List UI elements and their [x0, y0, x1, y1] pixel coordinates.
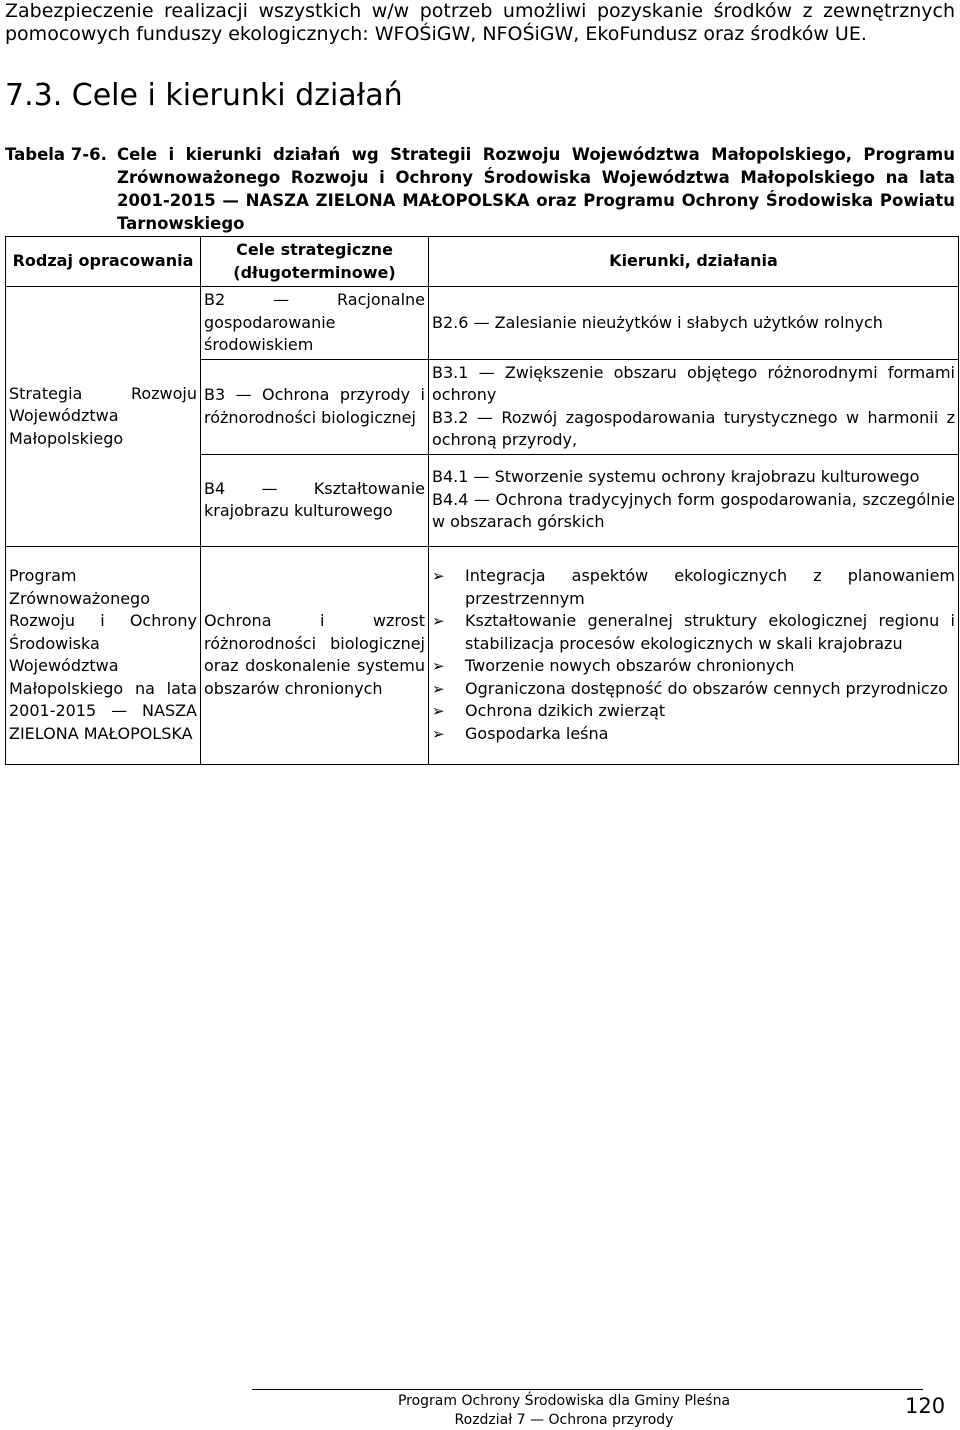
table-caption: [5, 143, 955, 235]
direction-item: B2.6 — Zalesianie nieużytków i słabych użytków rolnych: [432, 312, 883, 332]
direction-item: B3.2 — Rozwój zagospodarowania turystycznego w harmonii z ochroną przyrody,: [432, 407, 955, 449]
table-caption-label: Tabela 7-6.: [5, 145, 107, 164]
table-caption-text: Cele i kierunki działań wg Strategii Rozwoju Województwa Małopolskiego, Programu Zrównoważonego Rozwoju i Ochrony Środowiska Województwa Małopolskiego na lata 2001-2015 — NASZA ZIELONA MAŁOPOLSKA oraz Programu Ochrony Środowiska Powiatu Tarnowskiego: [117, 145, 955, 233]
goal-cell: B2 — Racjonalne gospodarowanie środowiskiem: [201, 287, 429, 360]
arrow-bullet-icon: ➢: [432, 724, 445, 743]
list-item-text: Integracja aspektów ekologicznych z planowaniem przestrzennym: [465, 566, 955, 608]
list-item-text: Ograniczona dostępność do obszarów cennych przyrodniczo: [465, 678, 948, 698]
goal-cell: B3 — Ochrona przyrody i różnorodności biologicznej: [201, 359, 429, 454]
section-title: 7.3. Cele i kierunki działań: [5, 78, 403, 113]
page-number: 120: [905, 1394, 946, 1418]
list-item-text: Gospodarka leśna: [465, 723, 609, 743]
table-row: [6, 546, 959, 764]
table-row: [6, 287, 959, 360]
footer-divider: [252, 1389, 923, 1390]
arrow-bullet-icon: ➢: [432, 567, 445, 585]
directions-bullet-list: [432, 565, 955, 745]
intro-paragraph: Zabezpieczenie realizacji wszystkich w/w potrzeb umożliwi pozyskanie środków z zewnętrznych pomocowych funduszy ekologicznych: WFOŚiGW, NFOŚiGW, EkoFundusz oraz środków UE.: [5, 0, 955, 45]
list-item-text: Kształtowanie generalnej struktury ekologicznej regionu i stabilizacja procesów ekologicznych w skali krajobrazu: [465, 611, 955, 653]
header-document-type: Rodzaj opracowania: [6, 237, 201, 287]
list-item: [432, 678, 955, 701]
directions-cell: [429, 454, 959, 546]
goals-table: [5, 236, 959, 765]
document-name-cell: Strategia Rozwoju Województwa Małopolskiego: [6, 287, 201, 547]
list-item: [432, 655, 955, 678]
arrow-bullet-icon: ➢: [432, 657, 445, 675]
list-item: [432, 700, 955, 723]
directions-cell: [429, 287, 959, 360]
list-item: [432, 610, 955, 655]
direction-item: B4.1 — Stworzenie systemu ochrony krajobrazu kulturowego: [432, 467, 920, 487]
footer-chapter: Rozdział 7 — Ochrona przyrody: [454, 1412, 674, 1428]
goal-cell: B4 — Kształtowanie krajobrazu kulturowego: [201, 454, 429, 546]
directions-cell: [429, 359, 959, 454]
header-strategic-goals: Cele strategiczne (długoterminowe): [201, 237, 429, 287]
directions-cell: [429, 546, 959, 764]
arrow-bullet-icon: ➢: [432, 612, 445, 630]
list-item-text: Tworzenie nowych obszarów chronionych: [465, 656, 795, 675]
list-item-text: Ochrona dzikich zwierząt: [465, 701, 666, 720]
list-item: [432, 723, 955, 746]
document-name-cell: Program Zrównoważonego Rozwoju i Ochrony Środowiska Województwa Małopolskiego na lata 2001-2015 — NASZA ZIELONA MAŁOPOLSKA: [6, 546, 201, 764]
arrow-bullet-icon: ➢: [432, 702, 445, 720]
arrow-bullet-icon: ➢: [432, 679, 445, 698]
footer-document-title: Program Ochrony Środowiska dla Gminy Pleśna: [397, 1393, 731, 1409]
page-footer: [252, 1392, 876, 1430]
direction-item: B4.4 — Ochrona tradycyjnych form gospodarowania, szczególnie w obszarach górskich: [432, 489, 955, 532]
goal-cell: Ochrona i wzrost różnorodności biologicznej oraz doskonalenie systemu obszarów chronionych: [201, 546, 429, 764]
list-item: [432, 565, 955, 610]
direction-item: B3.1 — Zwiększenie obszaru objętego różnorodnymi formami ochrony: [432, 362, 955, 404]
header-directions: Kierunki, działania: [429, 237, 959, 287]
table-header-row: [6, 237, 959, 287]
